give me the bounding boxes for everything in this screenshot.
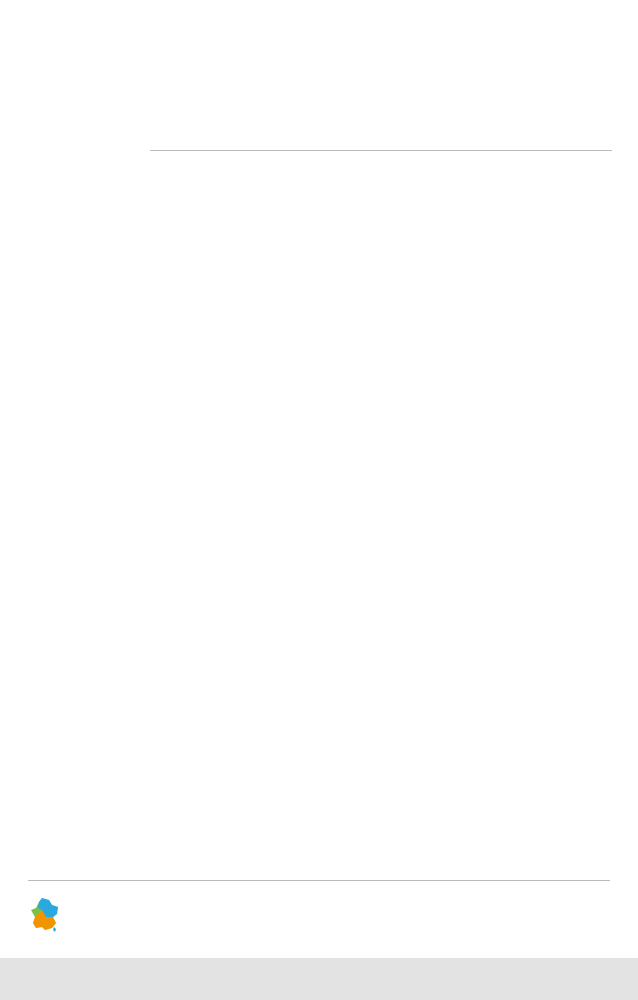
footer-banner — [0, 958, 638, 1000]
title-divider — [150, 150, 612, 151]
france-map-icon — [30, 897, 60, 933]
bottom-divider — [28, 880, 610, 881]
mini-calendar-aout — [28, 26, 128, 34]
mini-calendar-octobre — [511, 26, 611, 34]
